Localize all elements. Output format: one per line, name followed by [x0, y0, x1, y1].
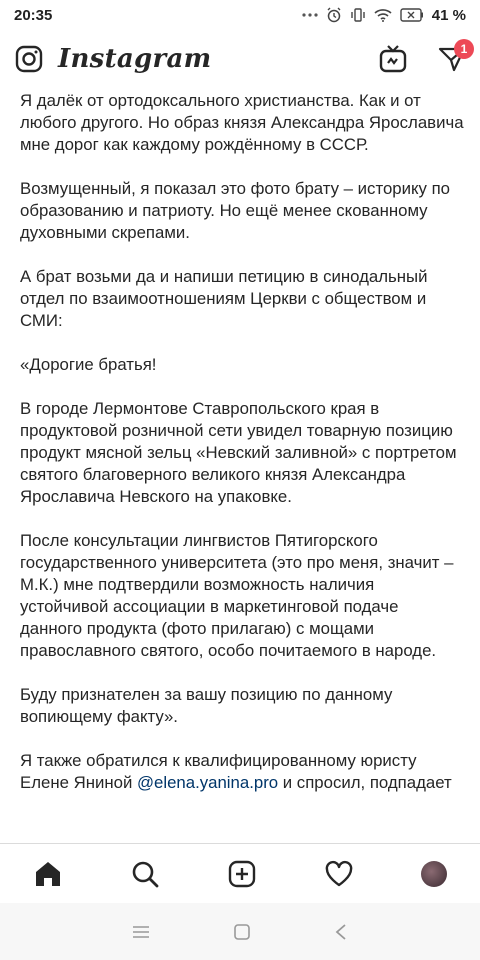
- wifi-icon: [374, 8, 392, 22]
- igtv-icon[interactable]: [378, 44, 408, 74]
- home-square-icon[interactable]: [233, 923, 251, 941]
- user-mention-link[interactable]: @elena.yanina.pro: [136, 773, 279, 792]
- back-icon[interactable]: [334, 923, 348, 941]
- add-post-icon[interactable]: [227, 859, 257, 889]
- search-icon[interactable]: [130, 859, 160, 889]
- direct-icon[interactable]: [438, 42, 468, 73]
- battery-x-icon: [400, 8, 424, 22]
- home-icon[interactable]: [33, 859, 63, 889]
- battery-level: 41 %: [431, 6, 466, 24]
- caption-paragraph: «Дорогие братья!: [20, 355, 157, 374]
- alarm-icon: [326, 7, 342, 23]
- dots-icon: [302, 12, 318, 18]
- camera-icon[interactable]: [14, 44, 44, 74]
- caption-text: и спросил, подпадает: [278, 773, 452, 792]
- vibrate-icon: [350, 7, 366, 23]
- system-nav-bar: [0, 903, 480, 960]
- status-icons: [302, 7, 466, 24]
- activity-heart-icon[interactable]: [324, 859, 354, 889]
- profile-avatar[interactable]: [421, 861, 447, 887]
- caption-paragraph: В городе Лермонтове Ставропольского края в продуктовой розничной сети увидел товарную позицию продукт мясной зельц «Невский заливной» с портретом святого благоверного великого князя Александра Ярославича Невского на упаковке.: [20, 399, 457, 506]
- app-bar: [0, 30, 480, 88]
- caption-paragraph: А брат возьми да и напиши петицию в синодальный отдел по взаимоотношениям Церкви с обществом и СМИ:: [20, 267, 428, 330]
- caption-paragraph: Я далёк от ортодоксального христианства. Как и от любого другого. Но образ князя Александра Ярославича мне дорог как каждому рождённому в СССР.: [20, 91, 464, 154]
- bottom-tab-bar: [0, 843, 480, 904]
- caption-paragraph-last: [20, 750, 465, 794]
- caption-paragraph: Буду признателен за вашу позицию по данному вопиющему факту».: [20, 685, 393, 726]
- status-time: 20:35: [14, 6, 53, 24]
- status-bar: [0, 0, 480, 30]
- notification-badge: 1: [454, 39, 474, 59]
- menu-icon[interactable]: [132, 925, 150, 939]
- instagram-logo: Instagram: [58, 44, 212, 74]
- caption-paragraph: После консультации лингвистов Пятигорского государственного университета (это про меня, значит – М.К.) мне подтвердили возможность наличия устойчивой ассоциации в маркетинговой подаче данного продукта (фото прилагаю) с мощами православного святого, особо почитаемого в народе.: [20, 531, 454, 660]
- post-caption: [20, 90, 465, 840]
- caption-paragraph: Возмущенный, я показал это фото брату – историку по образованию и патриоту. Но ещё менее скованному духовными скрепами.: [20, 179, 450, 242]
- caption-text: Я также обратился к квалифицированному юристу Елене Яниной: [20, 751, 417, 792]
